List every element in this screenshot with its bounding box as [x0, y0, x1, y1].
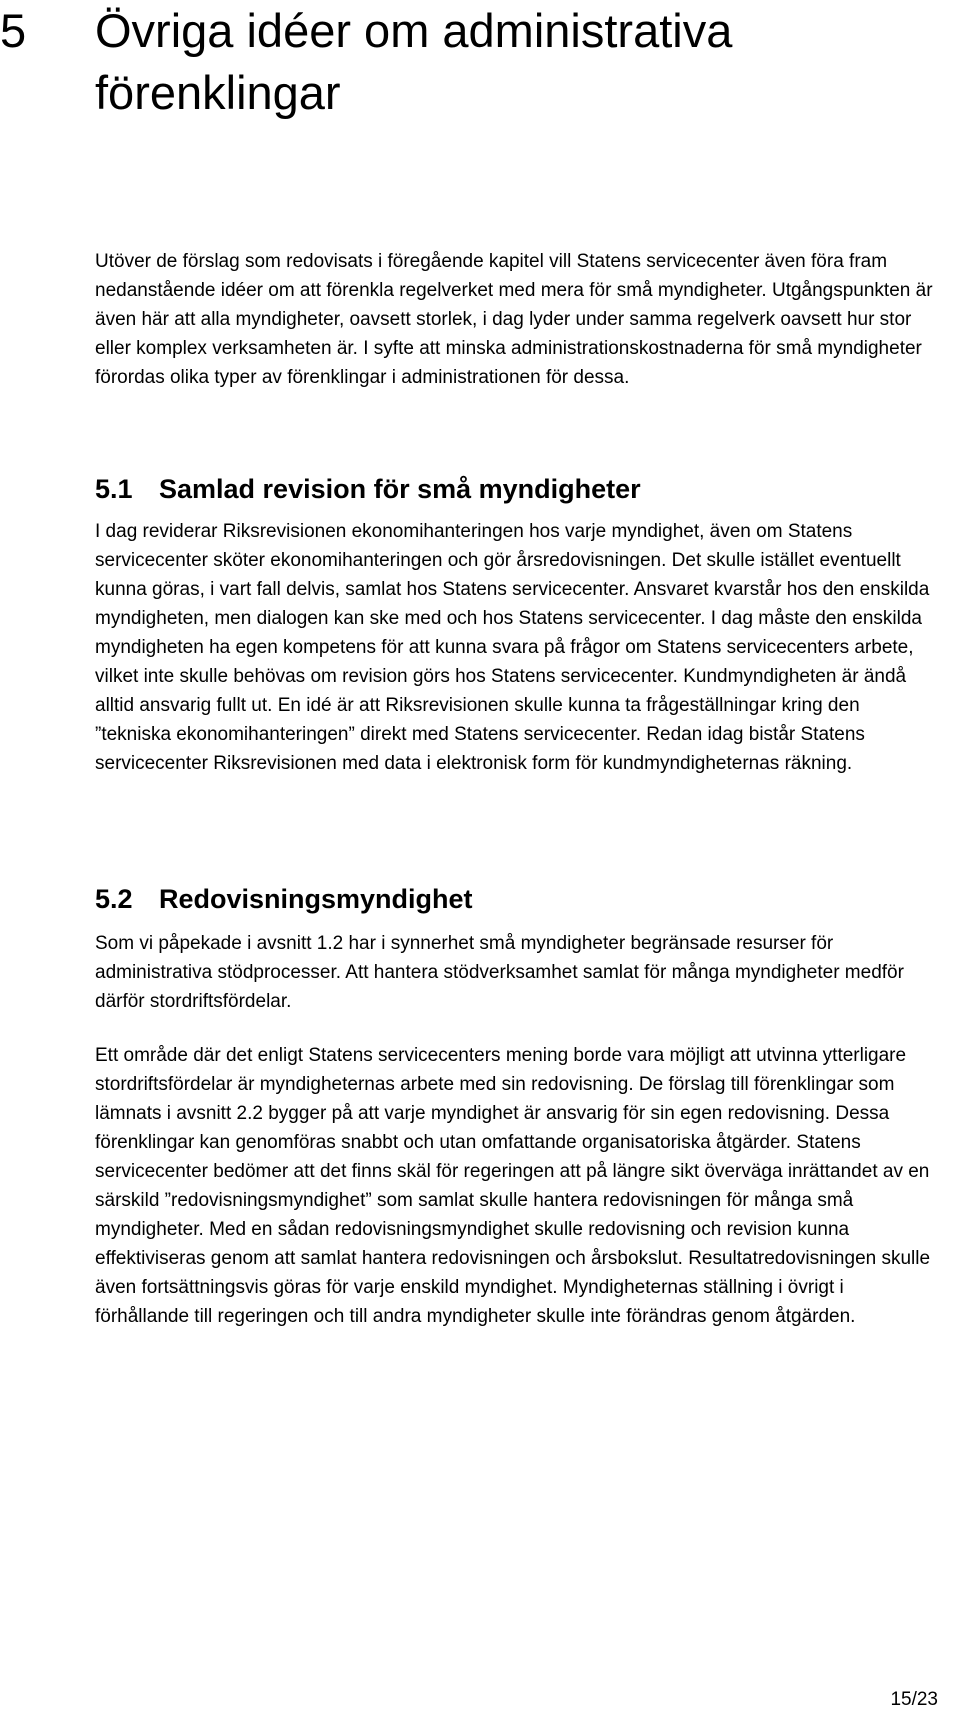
section-5-1-paragraph: I dag reviderar Riksrevisionen ekonomihanteringen hos varje myndighet, även om Statens servicecenter sköter ekonomihanteringen och gör årsredovisningen. Det skulle istället eventuellt kunna göras, i vart fall delvis, samlat hos Statens servicecenter. Ansvaret kvarstår hos den enskilda myndigheten, men dialogen kan ske med och hos Statens servicecenter. I dag måste den enskilda myndigheten ha egen kompetens för att kunna svara på frågor om Statens servicecenters arbete, vilket inte skulle behövas om revision görs hos Statens servicecenter. Kundmyndigheten är ändå alltid ansvarig fullt ut. En idé är att Riksrevisionen skulle kunna ta frågeställningar kring den ”tekniska ekonomihanteringen” direkt med Statens servicecenter. Redan idag bistår Statens servicecenter Riksrevisionen med data i elektronisk form för kundmyndigheternas räkning.	[95, 521, 930, 774]
page-number: 15/23	[890, 1689, 938, 1710]
section-5-2-paragraph-1: Som vi påpekade i avsnitt 1.2 har i synnerhet små myndigheter begränsade resurser för administrativa stödprocesser. Att hantera stödverksamhet samlat för många myndigheter medför därför stordriftsfördelar.	[95, 933, 904, 1012]
section-heading-5-1	[95, 473, 935, 505]
section-heading-5-2	[95, 883, 935, 915]
section-title-5-2: Redovisningsmyndighet	[159, 884, 473, 914]
intro-paragraph: Utöver de förslag som redovisats i föregående kapitel vill Statens servicecenter även föra fram nedanstående idéer om att förenkla regelverket med mera för små myndigheter. Utgångspunkten är även här att alla myndigheter, oavsett storlek, i dag lyder under samma regelverk oavsett hur stor eller komplex verksamheten är. I syfte att minska administrationskostnaderna för små myndigheter förordas olika typer av förenklingar i administrationen för dessa.	[95, 251, 933, 388]
chapter-title: Övriga idéer om administrativa förenklingar	[95, 4, 733, 119]
chapter-number: 5	[0, 4, 27, 57]
section-title-5-1: Samlad revision för små myndigheter	[159, 474, 641, 504]
section-number-5-1: 5.1	[95, 474, 133, 504]
section-5-2-paragraph-2: Ett område där det enligt Statens servicecenters mening borde vara möjligt att utvinna ytterligare stordriftsfördelar är myndigheternas arbete med sin redovisning. De förslag till förenklingar som lämnats i avsnitt 2.2 bygger på att varje myndighet är ansvarig för sin egen redovisning. Dessa förenklingar kan genomföras snabbt och utan omfattande organisatoriska åtgärder. Statens servicecenter bedömer att det finns skäl för regeringen att på längre sikt överväga inrättandet av en särskild ”redovisningsmyndighet” som samlat skulle hantera redovisningen för många små myndigheter. Med en sådan redovisningsmyndighet skulle redovisning och revision kunna effektiviseras genom att samlat hantera redovisningen och årsbokslut. Resultatredovisningen skulle även fortsättningsvis göras för varje enskild myndighet. Myndigheternas ställning i övrigt i förhållande till regeringen och till andra myndigheter skulle inte förändras genom åtgärden.	[95, 1045, 931, 1327]
section-number-5-2: 5.2	[95, 884, 133, 914]
